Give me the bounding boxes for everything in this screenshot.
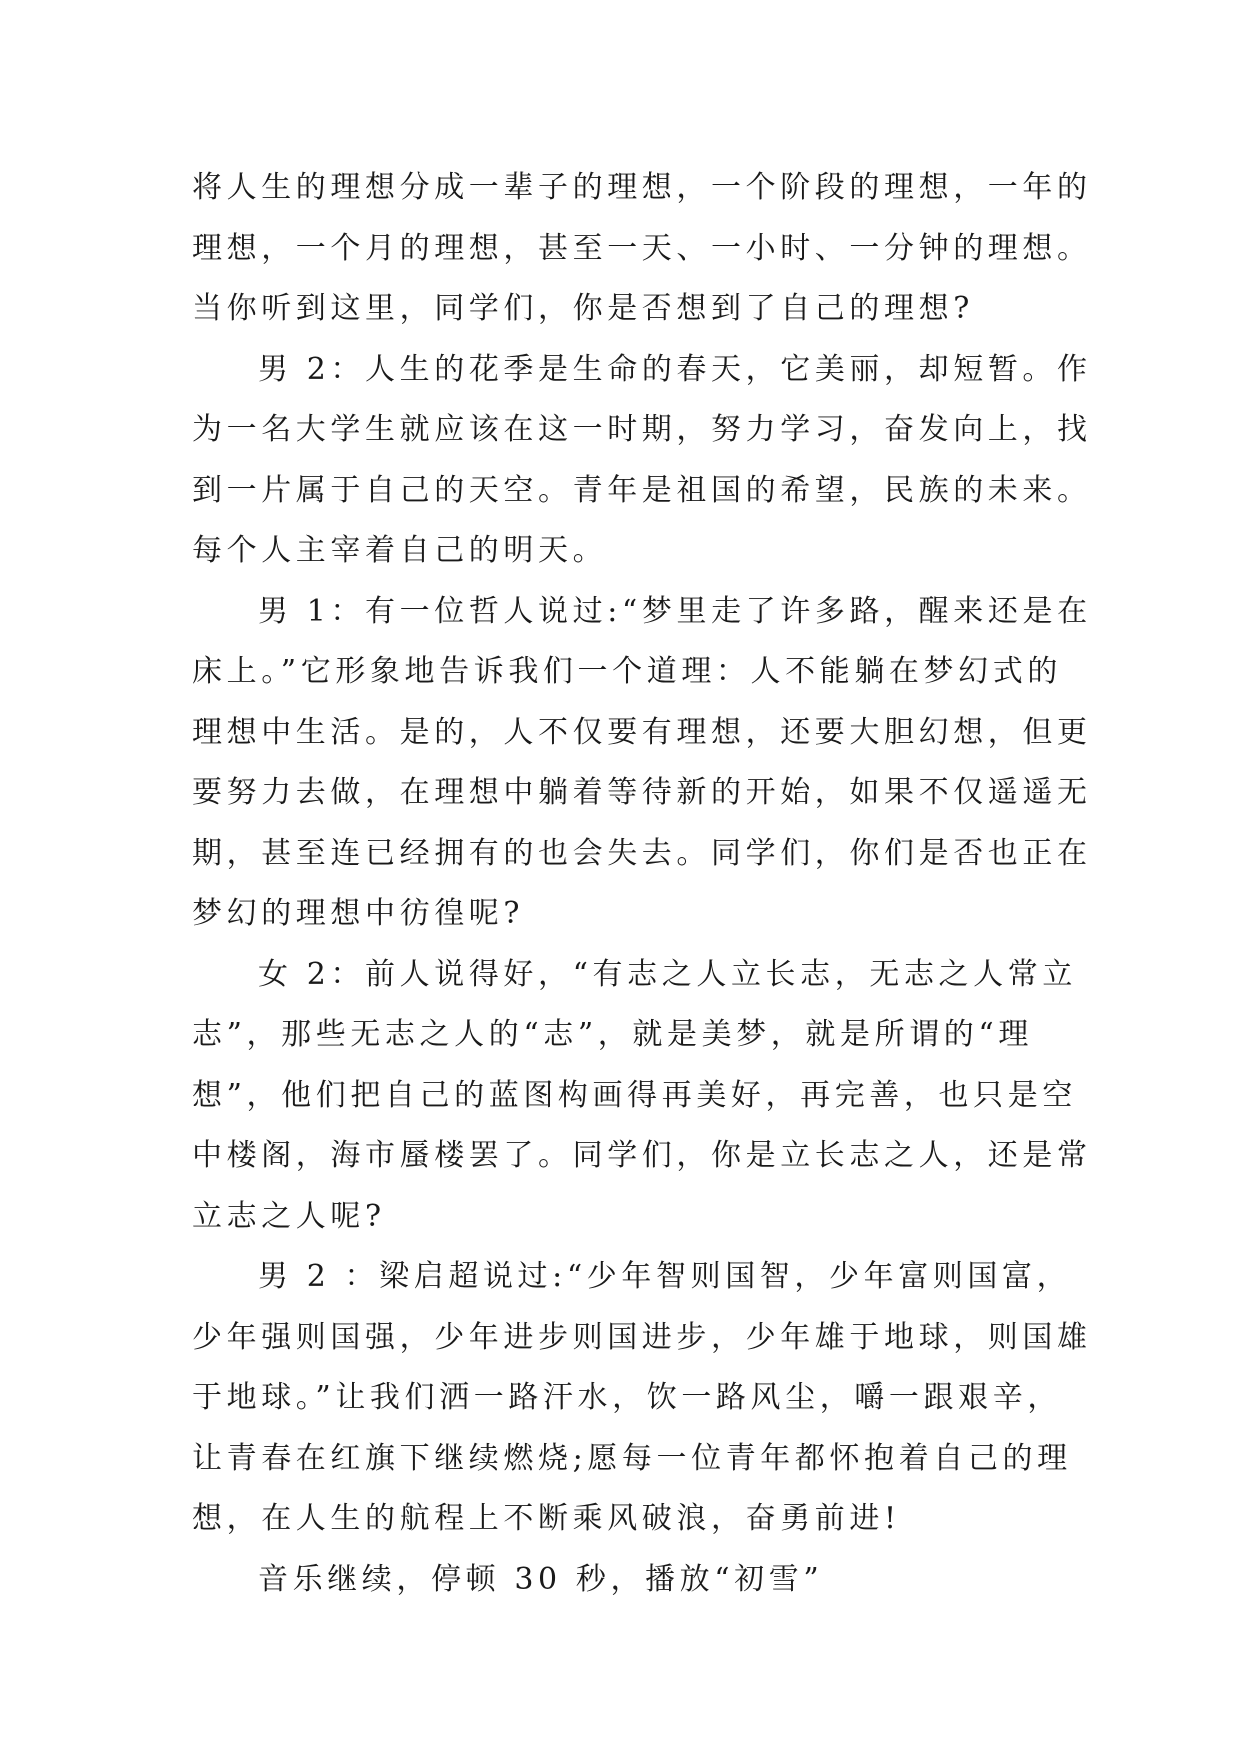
paragraph-line: 理想中生活。是的，人不仅要有理想，还要大胆幻想，但更 bbox=[192, 714, 1092, 750]
paragraph-line: 梦幻的理想中彷徨呢? bbox=[192, 896, 525, 931]
paragraph-line: 男 2 ：梁启超说过:“少年智则国智，少年富则国富， bbox=[258, 1259, 1072, 1294]
paragraph-line: 男 1：有一位哲人说过:“梦里走了许多路，醒来还是在 bbox=[258, 593, 1092, 629]
paragraph-line: 理想，一个月的理想，甚至一天、一小时、一分钟的理想。 bbox=[192, 230, 1092, 266]
paragraph-line: 少年强则国强，少年进步则国进步，少年雄于地球，则国雄 bbox=[192, 1319, 1092, 1355]
paragraph-line: 为一名大学生就应该在这一时期，努力学习，奋发向上，找 bbox=[192, 412, 1092, 447]
paragraph-line: 中楼阁，海市蜃楼罢了。同学们，你是立长志之人，还是常 bbox=[192, 1138, 1092, 1173]
paragraph-line: 当你听到这里，同学们，你是否想到了自己的理想? bbox=[192, 291, 974, 326]
document-body bbox=[192, 158, 1092, 1610]
paragraph-line: 女 2：前人说得好，“有志之人立长志，无志之人常立 bbox=[258, 956, 1077, 992]
paragraph-line: 男 2：人生的花季是生命的春天，它美丽，却短暂。作 bbox=[258, 351, 1092, 387]
paragraph-line: 将人生的理想分成一辈子的理想，一个阶段的理想，一年的 bbox=[192, 170, 1092, 205]
paragraph-line: 床上。”它形象地告诉我们一个道理：人不能躺在梦幻式的 bbox=[192, 654, 1062, 689]
paragraph-line: 每个人主宰着自己的明天。 bbox=[192, 533, 608, 568]
paragraph-line: 想”，他们把自己的蓝图构画得再美好，再完善，也只是空 bbox=[192, 1077, 1077, 1113]
paragraph-line: 想，在人生的航程上不断乘风破浪，奋勇前进! bbox=[192, 1501, 901, 1536]
paragraph-line: 立志之人呢? bbox=[192, 1198, 386, 1234]
paragraph-line: 要努力去做，在理想中躺着等待新的开始，如果不仅遥遥无 bbox=[192, 775, 1092, 810]
paragraph-line: 志”，那些无志之人的“志”，就是美梦，就是所谓的“理 bbox=[192, 1017, 1033, 1052]
paragraph-line: 让青春在红旗下继续燃烧;愿每一位青年都怀抱着自己的理 bbox=[192, 1440, 1072, 1476]
paragraph-line: 期，甚至连已经拥有的也会失去。同学们，你们是否也正在 bbox=[192, 835, 1092, 871]
paragraph-line: 到一片属于自己的天空。青年是祖国的希望，民族的未来。 bbox=[192, 472, 1092, 508]
paragraph-line: 音乐继续，停顿 30 秒，播放“初雪” bbox=[258, 1561, 824, 1597]
paragraph-line: 于地球。”让我们洒一路汗水，饮一路风尘，嚼一跟艰辛， bbox=[192, 1380, 1062, 1415]
